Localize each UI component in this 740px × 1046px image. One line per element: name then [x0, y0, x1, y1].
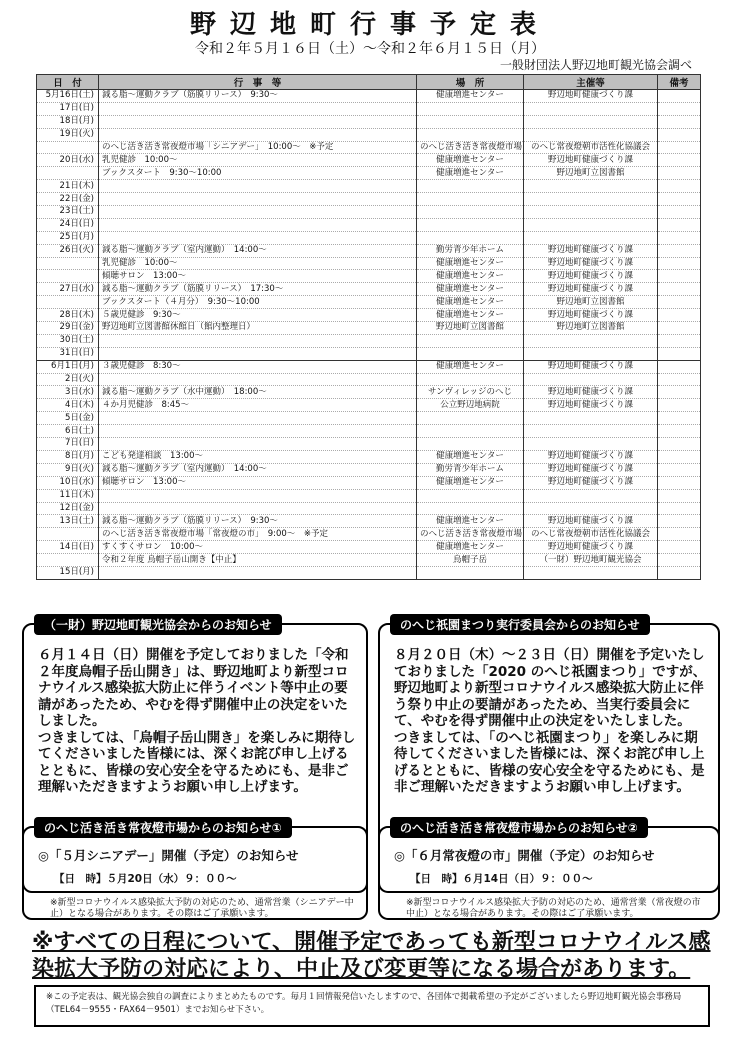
cell-host: （一財）野辺地町観光協会: [524, 554, 658, 567]
source-credit: 一般財団法人野辺地町観光協会調べ: [499, 58, 692, 72]
cell-event: こども発達相談 13:00～: [99, 450, 417, 463]
cell-place: [417, 115, 524, 128]
table-row: [37, 218, 701, 231]
cell-place: [417, 412, 524, 425]
cell-place: 健康増進センター: [417, 476, 524, 489]
table-row: [37, 167, 701, 180]
cell-note: [658, 425, 701, 438]
cell-date: 11日(木): [37, 489, 99, 502]
cell-place: [417, 206, 524, 219]
cell-event: ブックスタート 9:30～10:00: [99, 167, 417, 180]
cell-event: すくすくサロン 10:00～: [99, 541, 417, 554]
table-header-row: [37, 75, 701, 90]
cell-place: [417, 231, 524, 244]
cell-note: [658, 193, 701, 206]
cell-event: 傾聴サロン 13:00～: [99, 476, 417, 489]
cell-host: 野辺地町立図書館: [524, 322, 658, 335]
cell-date: 22日(金): [37, 193, 99, 206]
cell-place: [417, 334, 524, 347]
cell-note: [658, 154, 701, 167]
cell-event: 乳児健診 10:00～: [99, 154, 417, 167]
cell-place: サンヴィレッジのへじ: [417, 386, 524, 399]
cell-note: [658, 450, 701, 463]
notice-gion-body: ８月２０日（木）～２３日（日）開催を予定いたしておりました「2020 のへじ祇園まつり」ですが、野辺地町より新型コロナウイルス感染拡大防止に伴う祭り中止の要請があったため、当実行委員会にて、やむを得ず開催中止の決定をいたしました。 つきましては、「のへじ祇園まつり」を楽しみに期待してくださいました皆様には、深くお詫び申し上げるとともに、皆様の安心安全を守るためにも、是非ご理解いただきますようお願い申し上げます。: [394, 647, 707, 795]
cell-host: [524, 566, 658, 579]
cell-event: [99, 502, 417, 515]
covid-warning: [32, 929, 722, 983]
cell-event: [99, 438, 417, 451]
table-row: [37, 502, 701, 515]
cell-host: 野辺地町健康づくり課: [524, 283, 658, 296]
cell-event: [99, 334, 417, 347]
notice-ichiba2-title: ◎「６月常夜燈の市」開催（予定）のお知らせ: [394, 848, 655, 863]
cell-event: [99, 489, 417, 502]
cell-place: [417, 438, 524, 451]
table-row: [37, 425, 701, 438]
cell-note: [658, 360, 701, 373]
cell-note: [658, 309, 701, 322]
cell-place: [417, 373, 524, 386]
cell-event: [99, 193, 417, 206]
cell-note: [658, 296, 701, 309]
cell-host: 野辺地町健康づくり課: [524, 476, 658, 489]
cell-date: 30日(土): [37, 334, 99, 347]
table-row: [37, 554, 701, 567]
cell-event: 減る脂～運動クラブ（筋膜リリース） 9:30～: [99, 515, 417, 528]
cell-date: 5日(金): [37, 412, 99, 425]
cell-note: [658, 270, 701, 283]
schedule-period: 令和２年５月１６日（土）～令和２年６月１５日（月）: [195, 41, 545, 57]
cell-event: 野辺地町立図書館休館日（館内整理日）: [99, 322, 417, 335]
cell-event: [99, 231, 417, 244]
cell-event: [99, 566, 417, 579]
cell-date: 4日(木): [37, 399, 99, 412]
table-row: [37, 102, 701, 115]
cell-note: [658, 322, 701, 335]
cell-note: [658, 283, 701, 296]
table-row: [37, 541, 701, 554]
cell-event: [99, 218, 417, 231]
cell-date: 19日(火): [37, 128, 99, 141]
cell-date: [37, 141, 99, 154]
notice-ichiba2-note: ※新型コロナウイルス感染拡大予防の対応のため、通常営業（常夜燈の市中止）となる場合があります。その際はご了承願います。: [406, 898, 701, 919]
cell-date: 7日(日): [37, 438, 99, 451]
cell-host: [524, 334, 658, 347]
cell-event: [99, 412, 417, 425]
cell-host: [524, 180, 658, 193]
cell-date: 23日(土): [37, 206, 99, 219]
table-row: [37, 257, 701, 270]
cell-note: [658, 257, 701, 270]
cell-note: [658, 515, 701, 528]
cell-event: のへじ活き活き常夜燈市場「常夜燈の市」 9:00～ ※予定: [99, 528, 417, 541]
cell-place: 健康増進センター: [417, 90, 524, 103]
cell-host: 野辺地町健康づくり課: [524, 257, 658, 270]
column-header-date: 日 付: [37, 75, 99, 90]
cell-place: のへじ活き活き常夜燈市場: [417, 141, 524, 154]
cell-note: [658, 102, 701, 115]
cell-date: 12日(金): [37, 502, 99, 515]
cell-date: 13日(土): [37, 515, 99, 528]
cell-place: [417, 218, 524, 231]
cell-note: [658, 347, 701, 360]
cell-host: 野辺地町健康づくり課: [524, 244, 658, 257]
cell-place: のへじ活き活き常夜燈市場: [417, 528, 524, 541]
notice-ichiba2-box: [378, 821, 720, 920]
table-row: [37, 515, 701, 528]
cell-date: [37, 554, 99, 567]
cell-note: [658, 167, 701, 180]
cell-note: [658, 334, 701, 347]
cell-note: [658, 541, 701, 554]
cell-host: [524, 102, 658, 115]
column-header-event: 行 事 等: [99, 75, 417, 90]
page-title: 野辺地町行事予定表: [189, 10, 550, 40]
cell-date: [37, 167, 99, 180]
table-row: [37, 206, 701, 219]
table-row: [37, 193, 701, 206]
cell-date: 9日(火): [37, 463, 99, 476]
cell-place: [417, 566, 524, 579]
notice-ichiba1-box: [22, 821, 368, 920]
table-row: [37, 412, 701, 425]
cell-event: ブックスタート（４月分） 9:30～10:00: [99, 296, 417, 309]
cell-place: 健康増進センター: [417, 515, 524, 528]
notice-gion-header: のへじ祇園まつり実行委員会からのお知らせ: [390, 614, 650, 635]
table-row: [37, 347, 701, 360]
cell-note: [658, 206, 701, 219]
cell-date: 2日(火): [37, 373, 99, 386]
cell-host: 野辺地町立図書館: [524, 296, 658, 309]
table-row: [37, 270, 701, 283]
table-row: [37, 128, 701, 141]
cell-host: 野辺地町健康づくり課: [524, 90, 658, 103]
cell-date: 18日(月): [37, 115, 99, 128]
cell-host: 野辺地町健康づくり課: [524, 360, 658, 373]
cell-place: 烏帽子岳: [417, 554, 524, 567]
cell-host: [524, 347, 658, 360]
cell-host: 野辺地町健康づくり課: [524, 463, 658, 476]
table-row: [37, 296, 701, 309]
footer-note: ※この予定表は、観光協会独自の調査によりまとめたものです。毎月１回情報発信いたしますので、各団体で掲載希望の予定がございましたら野辺地町観光協会事務局（TEL64－9555・FAX64－9501）までお知らせ下さい。: [34, 985, 710, 1027]
cell-date: 20日(水): [37, 154, 99, 167]
table-row: [37, 463, 701, 476]
cell-host: 野辺地町健康づくり課: [524, 399, 658, 412]
cell-event: [99, 206, 417, 219]
cell-note: [658, 554, 701, 567]
cell-date: [37, 296, 99, 309]
cell-date: 25日(月): [37, 231, 99, 244]
cell-place: 健康増進センター: [417, 283, 524, 296]
cell-note: [658, 528, 701, 541]
notice-ichiba1-title: ◎「５月シニアデー」開催（予定）のお知らせ: [38, 848, 299, 863]
column-header-place: 場 所: [417, 75, 524, 90]
table-row: [37, 450, 701, 463]
cell-note: [658, 476, 701, 489]
cell-note: [658, 502, 701, 515]
cell-place: [417, 193, 524, 206]
cell-event: [99, 373, 417, 386]
cell-date: 26日(火): [37, 244, 99, 257]
cell-place: 健康増進センター: [417, 309, 524, 322]
cell-place: 健康増進センター: [417, 360, 524, 373]
cell-date: 21日(木): [37, 180, 99, 193]
cell-date: 3日(水): [37, 386, 99, 399]
cell-place: 健康増進センター: [417, 154, 524, 167]
cell-host: [524, 412, 658, 425]
cell-place: 勤労青少年ホーム: [417, 244, 524, 257]
cell-note: [658, 566, 701, 579]
cell-event: 令和２年度 烏帽子岳山開き【中止】: [99, 554, 417, 567]
table-row: [37, 180, 701, 193]
table-row: [37, 115, 701, 128]
cell-host: [524, 115, 658, 128]
column-header-note: 備考: [658, 75, 701, 90]
cell-host: [524, 438, 658, 451]
table-row: [37, 489, 701, 502]
cell-place: [417, 180, 524, 193]
table-row: [37, 360, 701, 373]
table-row: [37, 309, 701, 322]
cell-note: [658, 218, 701, 231]
cell-event: [99, 347, 417, 360]
cell-date: 14日(日): [37, 541, 99, 554]
cell-place: 健康増進センター: [417, 296, 524, 309]
cell-place: 健康増進センター: [417, 270, 524, 283]
table-row: [37, 90, 701, 103]
cell-host: [524, 373, 658, 386]
cell-place: [417, 347, 524, 360]
notice-kanko-header: （一財）野辺地町観光協会からのお知らせ: [34, 614, 282, 635]
cell-event: 減る脂～運動クラブ（水中運動） 18:00～: [99, 386, 417, 399]
table-row: [37, 334, 701, 347]
cell-date: 17日(日): [37, 102, 99, 115]
covid-warning-text: ※すべての日程について、開催予定であっても新型コロナウイルス感染拡大予防の対応により、中止及び変更等になる場合があります。: [32, 930, 711, 982]
cell-host: のへじ常夜燈朝市活性化協議会: [524, 141, 658, 154]
cell-event: のへじ活き活き常夜燈市場「シニアデー」 10:00～ ※予定: [99, 141, 417, 154]
cell-place: 健康増進センター: [417, 541, 524, 554]
cell-host: [524, 206, 658, 219]
cell-host: [524, 502, 658, 515]
cell-date: 29日(金): [37, 322, 99, 335]
cell-note: [658, 489, 701, 502]
cell-place: [417, 128, 524, 141]
notice-kanko-body: ６月１４日（日）開催を予定しておりました「令和２年度烏帽子岳山開き」は、野辺地町より新型コロナウイルス感染拡大防止に伴うイベント等中止の要請があったため、やむを得ず開催中止の決定をいたしました。 つきましては、「烏帽子岳山開き」を楽しみに期待してくださいました皆様には、深くお詫び申し上げるとともに、皆様の安心安全を守るためにも、是非ご理解いただきますようお願い申し上げます。: [38, 647, 356, 795]
table-row: [37, 528, 701, 541]
table-row: [37, 322, 701, 335]
table-row: [37, 154, 701, 167]
cell-host: 野辺地町健康づくり課: [524, 386, 658, 399]
table-row: [37, 244, 701, 257]
cell-note: [658, 386, 701, 399]
cell-date: 28日(木): [37, 309, 99, 322]
table-row: [37, 386, 701, 399]
cell-event: 乳児健診 10:00～: [99, 257, 417, 270]
notice-ichiba1-note: ※新型コロナウイルス感染拡大予防の対応のため、通常営業（シニアデー中止）となる場合があります。その際はご了承願います。: [50, 898, 354, 919]
cell-event: [99, 425, 417, 438]
cell-date: [37, 270, 99, 283]
cell-place: 公立野辺地病院: [417, 399, 524, 412]
cell-host: のへじ常夜燈朝市活性化協議会: [524, 528, 658, 541]
cell-host: 野辺地町健康づくり課: [524, 154, 658, 167]
cell-place: 勤労青少年ホーム: [417, 463, 524, 476]
cell-host: 野辺地町立図書館: [524, 167, 658, 180]
cell-note: [658, 244, 701, 257]
cell-host: [524, 425, 658, 438]
cell-date: 10日(水): [37, 476, 99, 489]
cell-host: [524, 489, 658, 502]
cell-event: ３歳児健診 8:30～: [99, 360, 417, 373]
cell-date: 27日(水): [37, 283, 99, 296]
cell-date: 5月16日(土): [37, 90, 99, 103]
cell-event: ５歳児健診 9:30～: [99, 309, 417, 322]
table-row: [37, 141, 701, 154]
table-row: [37, 373, 701, 386]
cell-note: [658, 90, 701, 103]
schedule-table: [36, 74, 701, 580]
column-header-host: 主催等: [524, 75, 658, 90]
table-row: [37, 231, 701, 244]
cell-date: [37, 257, 99, 270]
cell-host: 野辺地町健康づくり課: [524, 541, 658, 554]
cell-event: 傾聴サロン 13:00～: [99, 270, 417, 283]
cell-date: 6月1日(月): [37, 360, 99, 373]
cell-event: 減る脂～運動クラブ（筋膜リリース） 17:30～: [99, 283, 417, 296]
notice-ichiba2-date: 【日 時】６月14日（日）９：００～: [410, 873, 593, 885]
table-row: [37, 283, 701, 296]
cell-host: [524, 231, 658, 244]
notice-ichiba1-date: 【日 時】５月20日（水）９：００～: [54, 873, 237, 885]
cell-place: 健康増進センター: [417, 257, 524, 270]
cell-date: 24日(日): [37, 218, 99, 231]
cell-note: [658, 115, 701, 128]
table-row: [37, 399, 701, 412]
cell-note: [658, 128, 701, 141]
notice-ichiba1-header: のへじ活き活き常夜燈市場からのお知らせ①: [34, 817, 292, 838]
cell-event: 減る脂～運動クラブ（室内運動） 14:00～: [99, 463, 417, 476]
cell-date: 15日(月): [37, 566, 99, 579]
cell-note: [658, 399, 701, 412]
cell-host: 野辺地町健康づくり課: [524, 309, 658, 322]
cell-host: 野辺地町健康づくり課: [524, 270, 658, 283]
cell-place: 健康増進センター: [417, 450, 524, 463]
cell-note: [658, 141, 701, 154]
cell-place: 野辺地町立図書館: [417, 322, 524, 335]
cell-host: 野辺地町健康づくり課: [524, 450, 658, 463]
cell-event: [99, 115, 417, 128]
cell-event: [99, 102, 417, 115]
cell-date: [37, 528, 99, 541]
cell-date: 8日(月): [37, 450, 99, 463]
cell-note: [658, 463, 701, 476]
cell-host: [524, 193, 658, 206]
notice-ichiba2-header: のへじ活き活き常夜燈市場からのお知らせ②: [390, 817, 648, 838]
cell-place: [417, 502, 524, 515]
cell-event: 減る脂～運動クラブ（筋膜リリース） 9:30～: [99, 90, 417, 103]
table-row: [37, 438, 701, 451]
cell-event: ４か月児健診 8:45～: [99, 399, 417, 412]
cell-note: [658, 231, 701, 244]
cell-host: [524, 218, 658, 231]
cell-note: [658, 180, 701, 193]
cell-host: [524, 128, 658, 141]
table-row: [37, 566, 701, 579]
cell-place: [417, 102, 524, 115]
cell-event: 減る脂～運動クラブ（室内運動） 14:00～: [99, 244, 417, 257]
cell-date: 31日(日): [37, 347, 99, 360]
schedule-table-body: [37, 90, 701, 580]
cell-host: 野辺地町健康づくり課: [524, 515, 658, 528]
cell-note: [658, 438, 701, 451]
cell-note: [658, 373, 701, 386]
cell-place: [417, 489, 524, 502]
cell-date: 6日(土): [37, 425, 99, 438]
cell-place: 健康増進センター: [417, 167, 524, 180]
cell-note: [658, 412, 701, 425]
cell-place: [417, 425, 524, 438]
cell-event: [99, 180, 417, 193]
cell-event: [99, 128, 417, 141]
table-row: [37, 476, 701, 489]
